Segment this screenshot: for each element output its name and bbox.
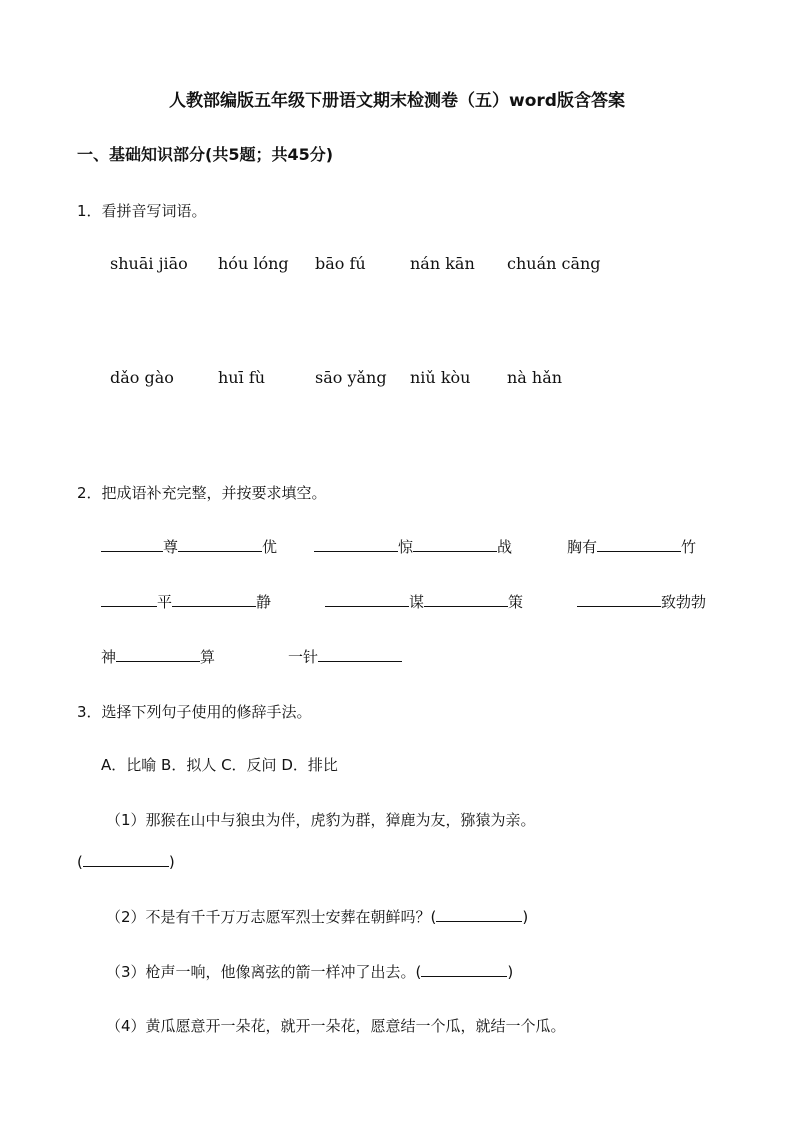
pinyin-item: dǎo gào: [110, 368, 174, 387]
answer-blank[interactable]: [314, 536, 398, 552]
idiom-row-2b: [325, 591, 523, 612]
idiom-row-3: [101, 646, 215, 667]
answer-blank[interactable]: [421, 962, 507, 977]
answer-blank[interactable]: [178, 536, 262, 552]
answer-blank[interactable]: [83, 852, 169, 867]
idiom-row-1c: [567, 536, 696, 557]
idiom-char: 惊: [398, 538, 414, 556]
pinyin-item: bāo fú: [315, 254, 366, 273]
pinyin-item: shuāi jiāo: [110, 254, 188, 273]
idiom-row-1: [101, 536, 277, 557]
sentence-1: （1）那猴在山中与狼虫为伴，虎豹为群，獐鹿为友，猕猿为亲。: [106, 811, 536, 829]
document-title: 人教部编版五年级下册语文期末检测卷（五）word版含答案: [169, 91, 625, 111]
sentence-3-text: （3）枪声一响，他像离弦的箭一样冲了出去。: [106, 963, 416, 981]
pinyin-item: huī fù: [218, 368, 266, 387]
paren-open: (: [430, 908, 437, 926]
answer-blank[interactable]: [101, 591, 157, 607]
paren-close: ): [168, 853, 175, 871]
pinyin-item: nà hǎn: [507, 368, 563, 387]
idiom-char: 致勃勃: [661, 593, 707, 611]
sentence-2-text: （2）不是有千千万万志愿军烈士安葬在朝鲜吗？: [106, 908, 431, 926]
paren-close: ): [522, 908, 529, 926]
idiom-row-2c: [577, 591, 706, 612]
answer-blank[interactable]: [325, 591, 409, 607]
answer-blank[interactable]: [424, 591, 508, 607]
pinyin-item: hóu lóng: [218, 254, 289, 273]
pinyin-item: niǔ kòu: [410, 368, 471, 387]
sentence-2: [106, 906, 528, 927]
idiom-char: 神: [101, 648, 117, 666]
rhetoric-options: A．比喻 B．拟人 C．反问 D．排比: [101, 756, 338, 774]
question-3-label: 3．选择下列句子使用的修辞手法。: [77, 703, 312, 721]
answer-blank[interactable]: [436, 907, 522, 922]
idiom-char: 算: [200, 648, 216, 666]
idiom-char: 静: [256, 593, 272, 611]
answer-blank[interactable]: [597, 536, 681, 552]
answer-paren-1: [77, 852, 175, 871]
paren-close: ): [507, 963, 514, 981]
idiom-row-2: [101, 591, 271, 612]
idiom-char: 优: [262, 538, 278, 556]
answer-blank[interactable]: [116, 646, 200, 662]
answer-blank[interactable]: [172, 591, 256, 607]
pinyin-item: sāo yǎng: [315, 368, 387, 387]
pinyin-item: nán kān: [410, 254, 475, 273]
sentence-3: [106, 961, 513, 982]
question-1-label: 1．看拼音写词语。: [77, 202, 207, 220]
answer-blank[interactable]: [413, 536, 497, 552]
answer-blank[interactable]: [577, 591, 661, 607]
pinyin-item: chuán cāng: [507, 254, 601, 273]
idiom-char: 战: [497, 538, 513, 556]
idiom-char: 胸有: [567, 538, 598, 556]
idiom-char: 策: [508, 593, 524, 611]
idiom-row-1b: [314, 536, 512, 557]
idiom-char: 平: [157, 593, 173, 611]
idiom-char: 谋: [409, 593, 425, 611]
idiom-char: 竹: [681, 538, 697, 556]
idiom-char: 一针: [288, 648, 319, 666]
paren-open: (: [77, 853, 83, 871]
question-2-label: 2．把成语补充完整，并按要求填空。: [77, 484, 327, 502]
idiom-row-3b: [288, 646, 402, 667]
idiom-char: 尊: [163, 538, 179, 556]
sentence-4: （4）黄瓜愿意开一朵花，就开一朵花，愿意结一个瓜，就结一个瓜。: [106, 1017, 566, 1035]
paren-open: (: [415, 963, 422, 981]
answer-blank[interactable]: [101, 536, 163, 552]
section-heading: 一、基础知识部分(共5题；共45分): [77, 145, 334, 164]
answer-blank[interactable]: [318, 646, 402, 662]
